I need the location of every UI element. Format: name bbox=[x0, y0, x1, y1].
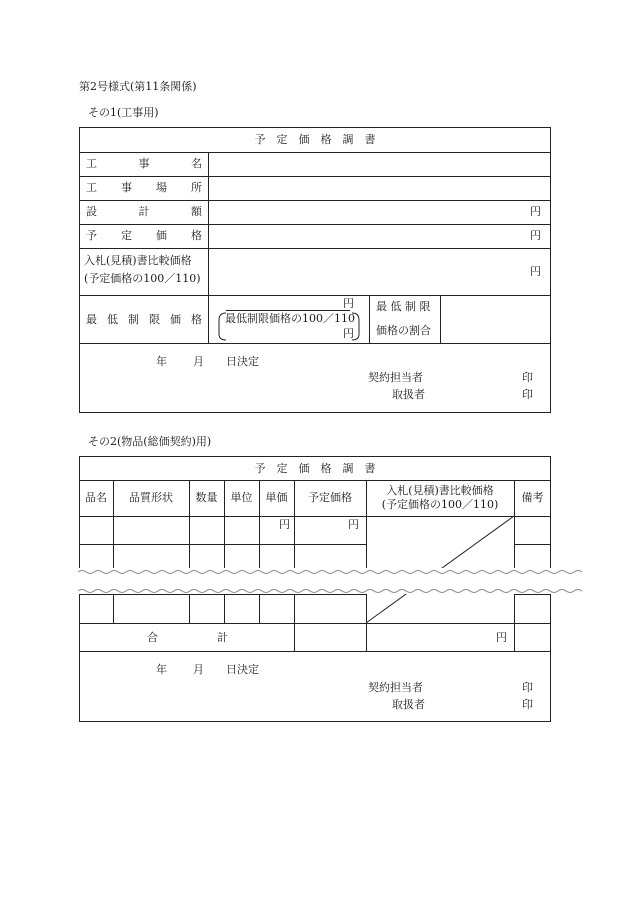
form1-date-month: 月 bbox=[193, 355, 204, 368]
form2-subtitle: その2(物品(総価契約)用) bbox=[88, 435, 212, 448]
col-header-bid-compare-line2: (予定価格の100／110) bbox=[381, 498, 499, 511]
col-header-unit-price: 単価 bbox=[265, 491, 288, 504]
form2-contract-officer-seal: 印 bbox=[522, 681, 533, 694]
total-bid-yen: 円 bbox=[496, 631, 507, 644]
form1-contract-officer: 契約担当者 bbox=[368, 371, 423, 384]
form1-subtitle: その1(工事用) bbox=[88, 106, 159, 119]
min-ratio-label-line1: 最 低 制 限 bbox=[376, 300, 431, 313]
form2-title: 予 定 価 格 調 書 bbox=[254, 462, 376, 475]
min-limit-yen: 円 bbox=[343, 297, 354, 310]
form2-date-day: 日決定 bbox=[226, 663, 259, 676]
form1-handler: 取扱者 bbox=[392, 388, 425, 401]
planned-price-yen: 円 bbox=[530, 229, 541, 242]
col-header-quality-shape: 品質形状 bbox=[129, 491, 173, 504]
row-label-construction-name: 工 事 名 bbox=[86, 157, 202, 170]
row-label-bid-compare-line1: 入札(見積)書比較価格 bbox=[84, 254, 192, 267]
row-label-planned-price: 予 定 価 格 bbox=[86, 229, 202, 242]
form2-contract-officer: 契約担当者 bbox=[368, 681, 423, 694]
col-header-unit: 単位 bbox=[230, 491, 253, 504]
total-label-2: 計 bbox=[217, 631, 228, 644]
col-header-bid-compare-line1: 入札(見積)書比較価格 bbox=[386, 484, 494, 497]
form2-date-year: 年 bbox=[156, 663, 167, 676]
row-label-design-amount: 設 計 額 bbox=[86, 205, 202, 218]
row-label-construction-site: 工 事 場 所 bbox=[86, 181, 202, 194]
col-header-quantity: 数量 bbox=[195, 491, 218, 504]
form1-contract-officer-seal: 印 bbox=[522, 371, 533, 384]
unit-price-yen: 円 bbox=[279, 518, 290, 531]
col-header-remarks: 備考 bbox=[521, 491, 544, 504]
form2-date-month: 月 bbox=[193, 663, 204, 676]
form1-title: 予 定 価 格 調 書 bbox=[254, 133, 376, 146]
col-header-item-name: 品名 bbox=[85, 491, 107, 504]
bid-compare-yen: 円 bbox=[530, 265, 541, 278]
min-limit-note-yen: 円 bbox=[343, 327, 354, 340]
form1-date-day: 日決定 bbox=[226, 355, 259, 368]
total-label-1: 合 bbox=[147, 631, 158, 644]
design-amount-yen: 円 bbox=[530, 205, 541, 218]
form-number-heading: 第2号様式(第11条関係) bbox=[79, 80, 197, 93]
form1-handler-seal: 印 bbox=[522, 388, 533, 401]
planned-price-yen-2: 円 bbox=[348, 518, 359, 531]
col-header-planned-price: 予定価格 bbox=[308, 491, 352, 504]
row-label-min-limit-price: 最 低 制 限 価 格 bbox=[86, 313, 202, 326]
min-limit-note: 最低制限価格の100／110 bbox=[225, 312, 355, 325]
row-label-bid-compare-line2: (予定価格の100／110) bbox=[84, 272, 201, 285]
form2-handler-seal: 印 bbox=[522, 698, 533, 711]
min-ratio-label-line2: 価格の割合 bbox=[376, 324, 431, 337]
form2-handler: 取扱者 bbox=[392, 698, 425, 711]
form1-date-year: 年 bbox=[156, 355, 167, 368]
